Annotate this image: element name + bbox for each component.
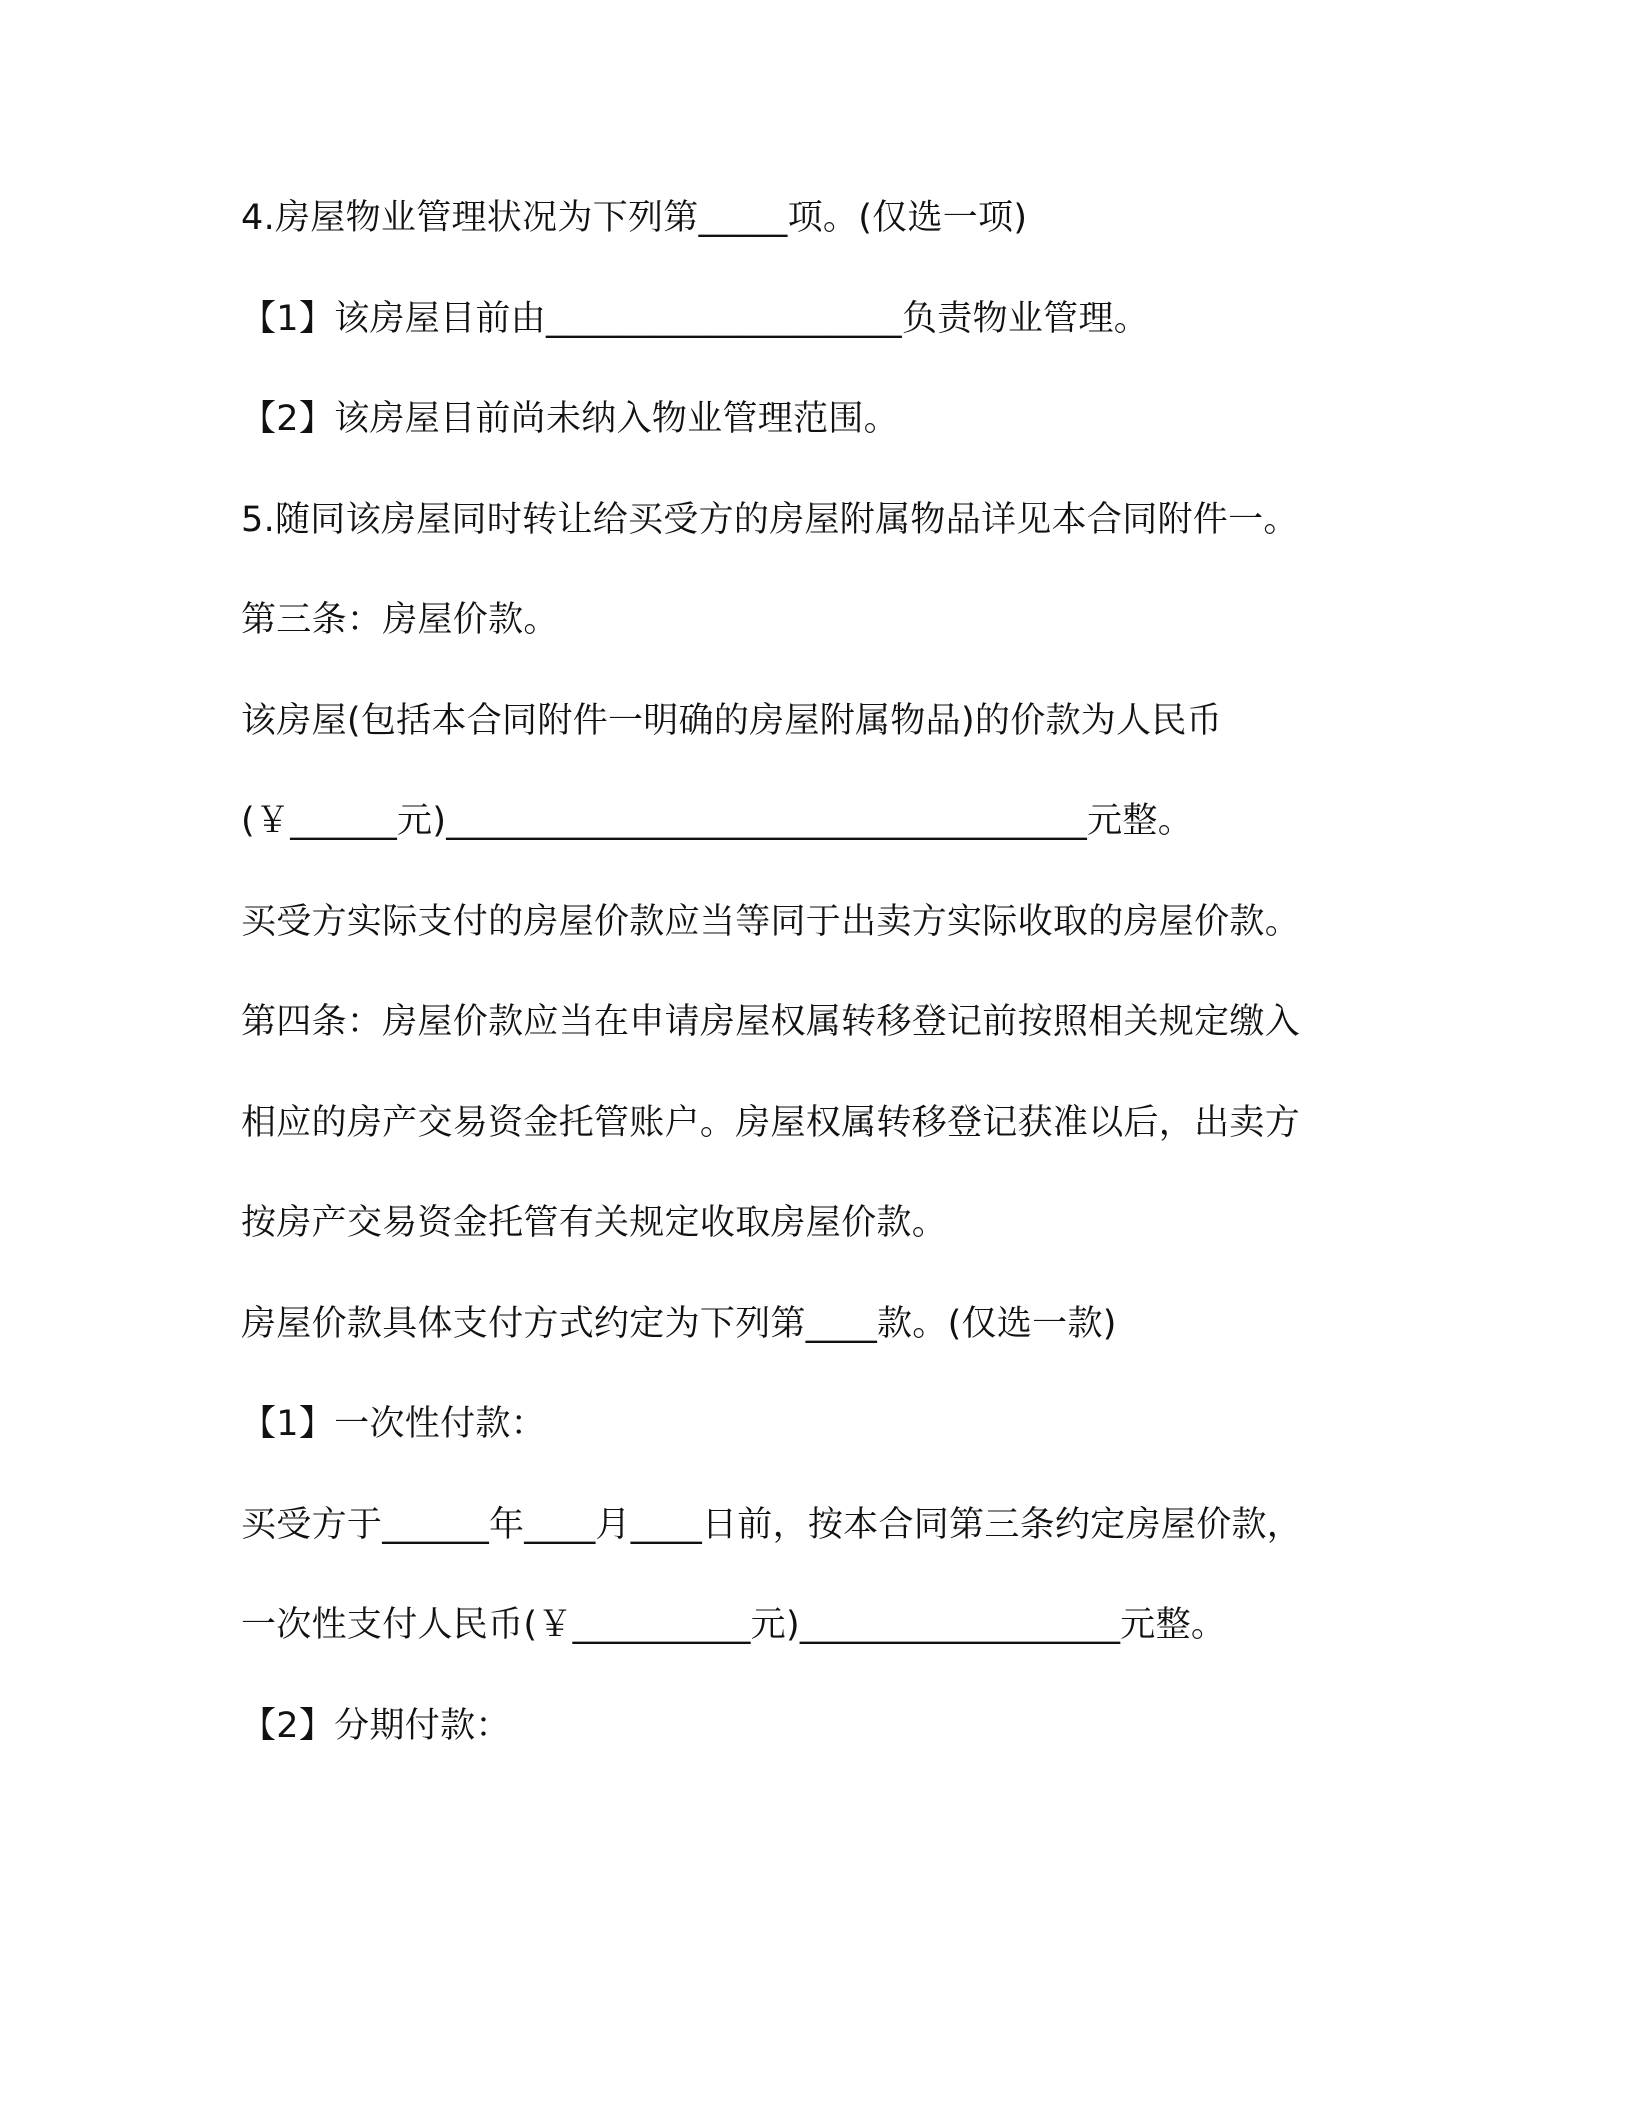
article-4-line-2: 相应的房产交易资金托管账户。房屋权属转移登记获准以后，出卖方 [241,1103,1301,1143]
article-3-price-amount: (￥______元)____________________________________元整。 [241,801,1194,841]
payment-option-1-date: 买受方于______年____月____日前，按本合同第三条约定房屋价款， [241,1505,1303,1545]
option-2-no-management: 【2】该房屋目前尚未纳入物业管理范围。 [241,399,899,439]
payment-method-choice: 房屋价款具体支付方式约定为下列第____款。(仅选一款) [241,1304,1117,1344]
article-3-price-equality: 买受方实际支付的房屋价款应当等同于出卖方实际收取的房屋价款。 [241,902,1301,942]
clause-4-property-management: 4.房屋物业管理状况为下列第_____项。(仅选一项) [241,198,1028,238]
option-1-management-company: 【1】该房屋目前由____________________负责物业管理。 [241,299,1150,339]
payment-option-1-amount: 一次性支付人民币(￥__________元)__________________元整。 [241,1605,1227,1645]
article-3-heading: 第三条：房屋价款。 [241,600,559,640]
payment-option-1-heading: 【1】一次性付款： [241,1404,546,1444]
payment-option-2-heading: 【2】分期付款： [241,1706,511,1746]
article-4-line-1: 第四条：房屋价款应当在申请房屋权属转移登记前按照相关规定缴入 [241,1002,1301,1042]
article-3-price-text: 该房屋(包括本合同附件一明确的房屋附属物品)的价款为人民币 [241,701,1223,741]
clause-5-attached-items: 5.随同该房屋同时转让给买受方的房屋附属物品详见本合同附件一。 [241,500,1299,540]
article-4-line-3: 按房产交易资金托管有关规定收取房屋价款。 [241,1203,948,1243]
